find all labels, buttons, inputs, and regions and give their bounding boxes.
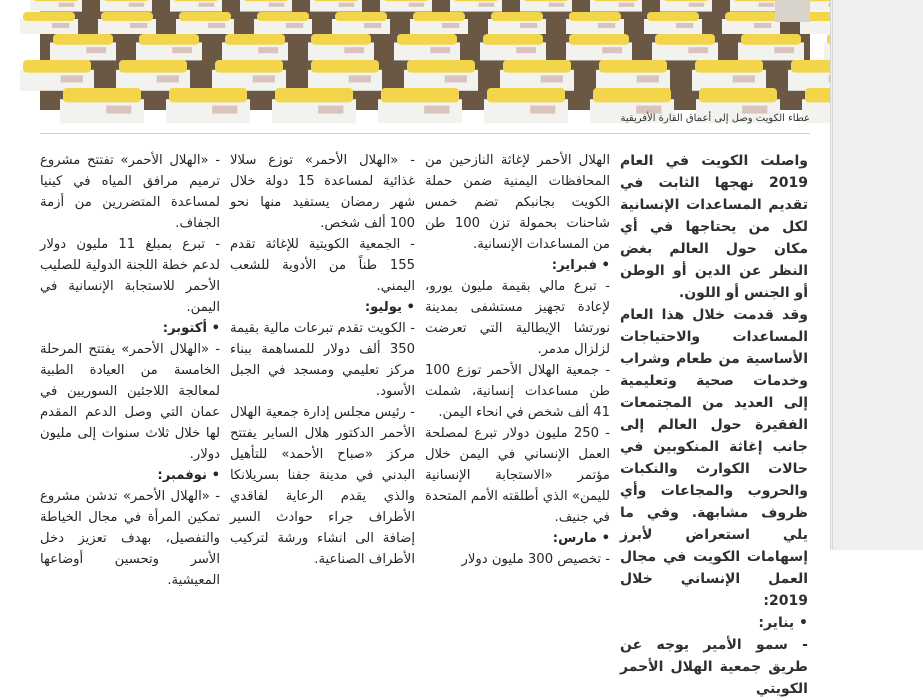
paragraph: الهلال الأحمر لإغاثة النازحين من المحافظات اليمنية ضمن حملة الكويت بجانبكم تضم خمس شاحنات بحمولة تزن 100 طن من المساعدات الإنسانية. xyxy=(425,153,610,252)
paragraph: - رئيس مجلس إدارة جمعية الهلال الأحمر الدكتور هلال الساير يفتتح مركز «صباح الأحمد» للتأهيل البدني في مدينة جفنا بسريلانكا والذي يقدم الرعاية لفاقدي الأطراف جراء حوادث السير إضافة الى انشاء ورشة لتركيب الأطراف الصناعية. xyxy=(230,405,415,567)
paragraph: - تبرع بمبلغ 11 مليون دولار لدعم خطة اللجنة الدولية للصليب الأحمر للاستجابة الإنسانية في اليمن. xyxy=(40,237,220,315)
paragraph: - الجمعية الكويتية للإغاثة تقدم 155 طناً من الأدوية للشعب اليمني. xyxy=(230,237,415,294)
paragraph: - تخصيص 300 مليون دولار xyxy=(461,552,610,567)
aid-boxes-photo xyxy=(40,0,810,110)
article-column-4 xyxy=(40,150,220,588)
paragraph: - «الهلال الأحمر» توزع سلالا غذائية لمساعدة 15 دولة خلال شهر رمضان يستفيد منها نحو 100 ألف شخص. xyxy=(230,153,415,231)
paragraph: - «الهلال الأحمر» تفتتح مشروع ترميم مرافق المياه في كينيا لمساعدة المتضررين من أزمة الجفاف. xyxy=(40,153,220,231)
paragraph: - «الهلال الأحمر» يفتتح المرحلة الخامسة من العيادة الطبية لمعالجة اللاجئين السوريين في عمان التي وصل الدعم المقدم لها خلال ثلاث سنوات إلى مليون دولار. xyxy=(40,342,220,462)
photo-caption: عطاء الكويت وصل إلى أعماق القارة الأفريقية xyxy=(620,113,810,124)
paragraph: - تبرع مالي بقيمة مليون يورو، لإعادة تجهيز مستشفى بمدينة نورتشا الإيطالية التي تعرضت لزلزال مدمر. xyxy=(425,279,610,357)
paragraph: • يناير: xyxy=(758,615,808,631)
paragraph: - سمو الأمير يوجه عن طريق جمعية الهلال الأحمر الكويتي xyxy=(620,637,808,697)
caption-divider xyxy=(40,133,810,134)
paragraph: وقد قدمت خلال هذا العام المساعدات والاحتياجات الأساسية من طعام وشراب وخدمات صحية وتعليمية إلى العديد من المجتمعات الفقيرة حول العالم إلى جانب إغاثة المنكوبين في حالات الكوارث والنكبات والحروب والمجاعات وأي ظروف مشابهة. وفي ما يلي استعراض لأبرز إسهامات الكويت في مجال العمل الإنساني خلال 2019: xyxy=(620,307,808,609)
article-column-2 xyxy=(425,150,610,567)
paragraph: - «الهلال الأحمر» تدشن مشروع تمكين المرأة في مجال الخياطة والتفصيل، بهدف تعزيز دخل الأسر وتحسين أوضاعها المعيشية. xyxy=(40,489,220,588)
paragraph: • أكتوبر: xyxy=(162,321,220,336)
paragraph: • مارس: xyxy=(552,531,610,546)
page-margin-sidebar xyxy=(830,0,923,550)
paragraph: واصلت الكويت في العام 2019 نهجها الثابت في تقديم المساعدات الإنسانية لكل من يحتاجها في أي مكان حول العالم بغض النظر عن الدين أو الوطن أو الجنس أو اللون. xyxy=(620,153,808,301)
article-photo xyxy=(40,0,810,110)
paragraph: • نوفمبر: xyxy=(157,468,220,483)
paragraph: - 250 مليون دولار تبرع لمصلحة العمل الإنساني في اليمن خلال مؤتمر «الاستجابة الإنسانية لليمن» الذي أطلقته الأمم المتحدة في جنيف. xyxy=(425,426,610,525)
paragraph: - الكويت تقدم تبرعات مالية بقيمة 350 ألف دولار للمساهمة ببناء مركز تعليمي ومسجد في الجبل الأسود. xyxy=(230,321,415,399)
paragraph: • يوليو: xyxy=(364,300,415,315)
paragraph: - جمعية الهلال الأحمر توزع 100 طن مساعدات إنسانية، شملت 41 ألف شخص في انحاء اليمن. xyxy=(425,363,610,420)
article-column-3 xyxy=(230,150,415,567)
article-column-1 xyxy=(620,150,808,697)
paragraph: • فبراير: xyxy=(551,258,610,273)
